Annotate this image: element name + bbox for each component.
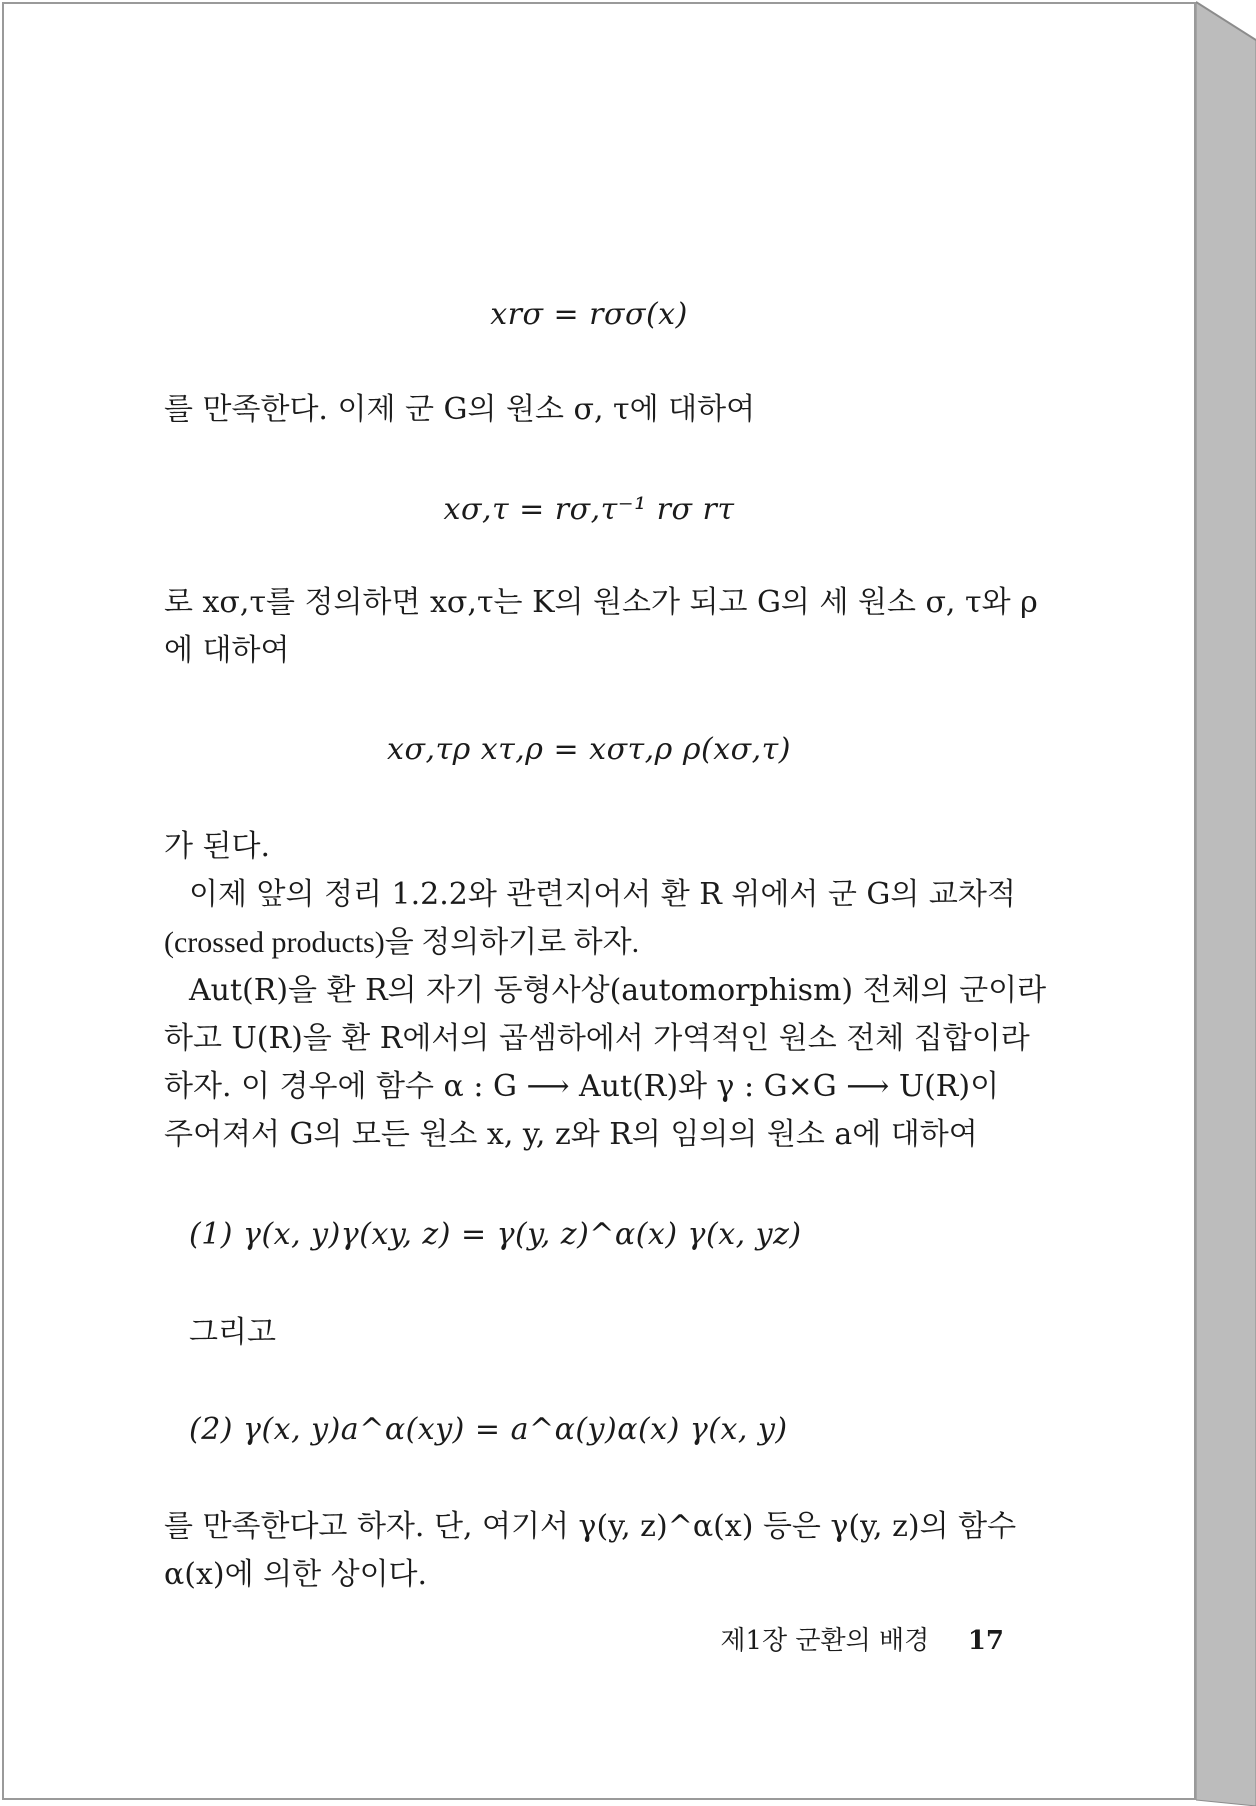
- page-number: 17: [967, 1626, 1004, 1656]
- paragraph-line-9: 하자. 이 경우에 함수 α : G ⟶ Aut(R)와 γ : G×G ⟶ U(R)이: [164, 1069, 1000, 1104]
- equation-cocycle: xσ,τρ xτ,ρ = xστ,ρ ρ(xσ,τ): [387, 732, 791, 767]
- paragraph-line-10: 주어져서 G의 모든 원소 x, y, z와 R의 임의의 원소 a에 대하여: [164, 1117, 978, 1152]
- paragraph-line-2: 로 xσ,τ를 정의하면 xσ,τ는 K의 원소가 되고 G의 세 원소 σ, τ와 ρ: [164, 585, 1038, 620]
- running-footer: [704, 1624, 1004, 1658]
- paragraph-line-6: (crossed products)을 정의하기로 하자.: [164, 926, 640, 959]
- paragraph-line-12: 를 만족한다고 하자. 단, 여기서 γ(y, z)^α(x) 등은 γ(y, z)의 함수: [164, 1509, 1017, 1544]
- paragraph-line-13: α(x)에 의한 상이다.: [164, 1557, 428, 1592]
- paragraph-line-11: 그리고: [189, 1315, 276, 1350]
- chapter-title: 제1장 군환의 배경: [720, 1626, 930, 1656]
- condition-2: (2) γ(x, y)a^α(xy) = a^α(y)α(x) γ(x, y): [189, 1412, 788, 1447]
- paragraph-line-1: 를 만족한다. 이제 군 G의 원소 σ, τ에 대하여: [164, 392, 756, 427]
- paragraph-line-4: 가 된다.: [164, 829, 271, 864]
- page-stack-edge: [1196, 0, 1256, 1806]
- equation-xr: xrσ = rσσ(x): [490, 297, 688, 332]
- document-page: [2, 2, 1196, 1800]
- paragraph-line-7: Aut(R)을 환 R의 자기 동형사상(automorphism) 전체의 군이라: [189, 973, 1047, 1008]
- condition-1: (1) γ(x, y)γ(xy, z) = γ(y, z)^α(x) γ(x, yz): [189, 1217, 802, 1252]
- equation-xsigma-tau: xσ,τ = rσ,τ⁻¹ rσ rτ: [443, 492, 735, 527]
- paragraph-line-3: 에 대하여: [164, 633, 290, 668]
- paragraph-line-5: 이제 앞의 정리 1.2.2와 관련지어서 환 R 위에서 군 G의 교차적: [189, 877, 1016, 912]
- paragraph-line-8: 하고 U(R)을 환 R에서의 곱셈하에서 가역적인 원소 전체 집합이라: [164, 1021, 1030, 1056]
